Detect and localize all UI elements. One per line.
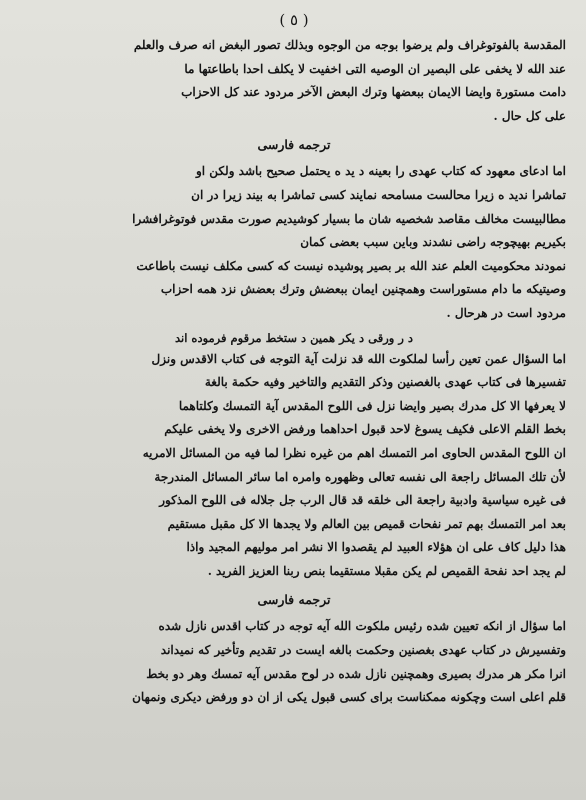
text-line: على كل حال . — [493, 108, 566, 123]
text-line: لأن تلك المسائل راجعة الى نفسه تعالى وظهوره وامره اما سائر المسائل المندرجة — [154, 469, 566, 484]
text-line: مطالبيست مخالف مقاصد شخصيه شان ما بسيار كوشيديم صورت مقدس فوتوغرافشرا — [132, 211, 566, 226]
document-body — [22, 34, 566, 710]
text-line: هذا دليل كاف على ان هؤلاء العبيد لم يقصدوا الا نشر امر موليهم المجيد واذا — [186, 540, 566, 555]
text-line: اما السؤال عمن تعين رأسا لملكوت الله قد نزلت آية التوجه فى كتاب الاقدس ونزل — [151, 351, 566, 366]
section-subheading: د ر ورقى د يكر همين د ستخط مرقوم فرموده اند — [174, 330, 413, 345]
text-line: ان اللوح المقدس الحاوى امر التمسك اهم من غيره نظرا لما فيه من المسائل الامريه — [142, 445, 566, 460]
paragraph — [22, 34, 566, 128]
text-line: بخط القلم الاعلى فكيف يسوغ لاحد قبول احداهما ورفض الاخرى ولا يخفى عليكم — [164, 422, 566, 437]
paragraph — [22, 160, 566, 325]
text-line: المقدسة بالفوتوغراف ولم يرضوا بوجه من الوجوه وبذلك تصور البغض انه صرف والعلم — [133, 38, 566, 52]
text-line: قلم اعلى است وچكونه ممكناست براى كسى قبول يكى از ان دو ورفض ديكرى ونمهان — [132, 690, 566, 705]
text-line: وتفسيرش در كتاب عهدى بغصنين وحكمت بالغه ايست در تقديم وتأخير كه نميداند — [160, 643, 566, 658]
text-line: اما ادعاى معهود كه كتاب عهدى را بعينه د يد ه يحتمل صحيح باشد ولكن او — [195, 164, 566, 179]
text-line: بعد امر التمسك بهم تمر نفحات قميص بين العالم ولا يجدها الا كل مقبل مستقيم — [167, 516, 566, 531]
text-line: عند الله لا يخفى على البصير ان الوصيه التى اخفيت لا يكلف احدا باطاعتها ما — [184, 61, 566, 76]
section-heading: ترجمه فارسى — [257, 137, 331, 153]
text-line: تماشرا نديد ه زيرا محالست مسامحه نمايند كسى تماشرا به بيند زيرا در ان — [191, 187, 566, 202]
paragraph — [22, 348, 566, 584]
paragraph — [22, 615, 566, 709]
section-heading: ترجمه فارسى — [257, 592, 331, 608]
text-line: نمودند محكوميت العلم عند الله بر بصير پوشيده نيست كه كسى مكلف نيست باطاعت — [136, 258, 566, 273]
text-line: اما سؤال از انكه تعيين شده رئيس ملكوت الله آيه توجه در كتاب اقدس نازل شده — [158, 619, 566, 634]
page-number: ( ٥ ) — [279, 11, 309, 29]
text-line: تفسيرها فى كتاب عهدى بالغصنين وذكر التقديم والتاخير وفيه حكمة بالغة — [204, 375, 566, 390]
text-line: لم يجد احد نفحة القميص لم يكن مقبلا مستقيما بنص ربنا العزيز الفريد . — [207, 563, 566, 578]
text-line: دامت مستورة وايضا الايمان ببعضها وترك البعض الآخر مردود عند كل الاحزاب — [181, 85, 566, 100]
text-line: بكيريم بهيچوجه راضى نشدند وباين سبب بعضى كمان — [300, 235, 566, 250]
text-line: وصيتيكه ما دام مستوراست وهمچنين ايمان ببعضش وترك بعضش نزد همه احزاب — [160, 282, 566, 297]
text-line: فى غيره سياسية وادبية راجعة الى خلقه قد قال الرب جل جلاله فى اللوح المذكور — [159, 493, 566, 508]
text-line: لا يعرفها الا كل مدرك بصير وايضا نزل فى اللوح المقدس آية التمسك وكلتاهما — [178, 398, 566, 413]
text-line: انرا مكر هر مدرك بصيرى وهمچنين نازل شده در لوح مقدس آيه تمسك وهر دو بخط — [146, 666, 566, 681]
text-line: مردود است در هرحال . — [446, 305, 566, 320]
